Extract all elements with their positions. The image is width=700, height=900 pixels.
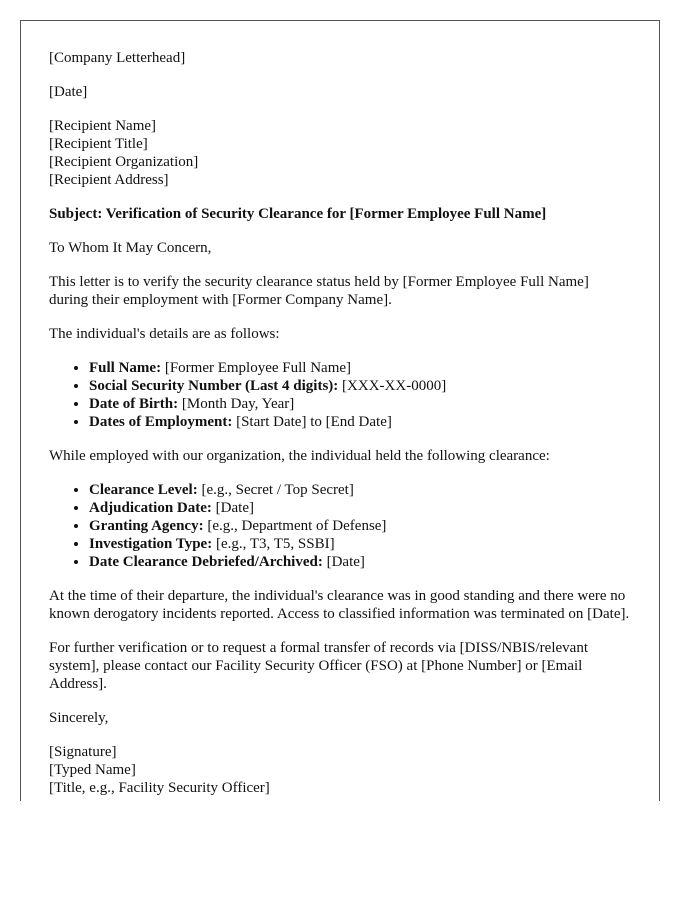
letter-date: [Date] [49,84,88,100]
clearance-label: Granting Agency: [89,518,204,534]
list-item [89,553,631,571]
clearance-value: [e.g., Department of Defense] [203,518,387,534]
detail-label: Date of Birth: [89,396,179,412]
list-item [89,517,631,535]
recipient-organization: [Recipient Organization] [49,154,199,170]
typed-name: [Typed Name] [49,762,136,778]
detail-value: [Month Day, Year] [178,396,295,412]
details-list [49,359,631,431]
clearance-label: Clearance Level: [89,482,198,498]
closing: Sincerely, [49,710,109,726]
list-item [89,499,631,517]
list-item [89,413,631,431]
clearance-list [49,481,631,571]
clearance-value: [Date] [322,554,365,570]
details-intro: The individual's details are as follows: [49,326,280,342]
signature: [Signature] [49,744,117,760]
recipient-block [49,117,631,189]
further-verification-paragraph: For further verification or to request a formal transfer of records via [DISS/NBIS/relevant system], please contact our Facility Security Officer (FSO) at [Phone Number] or [Email Address]. [49,640,588,692]
clearance-label: Date Clearance Debriefed/Archived: [89,554,323,570]
detail-label: Dates of Employment: [89,414,233,430]
signature-block [49,743,631,797]
salutation: To Whom It May Concern, [49,240,212,256]
list-item [89,535,631,553]
clearance-label: Adjudication Date: [89,500,212,516]
detail-label: Full Name: [89,360,162,376]
company-letterhead: [Company Letterhead] [49,50,186,66]
recipient-name: [Recipient Name] [49,118,157,134]
detail-value: [XXX-XX-0000] [338,378,447,394]
clearance-label: Investigation Type: [89,536,213,552]
recipient-address: [Recipient Address] [49,172,169,188]
subject-line: Subject: Verification of Security Clearance for [Former Employee Full Name] [49,206,547,222]
letter-page [20,20,660,801]
departure-paragraph: At the time of their departure, the individual's clearance was in good standing and there were no known derogatory incidents reported. Access to classified information was terminated on [Date]. [49,588,630,622]
list-item [89,359,631,377]
list-item [89,395,631,413]
clearance-value: [e.g., T3, T5, SSBI] [212,536,335,552]
detail-value: [Former Employee Full Name] [161,360,352,376]
clearance-value: [Date] [211,500,254,516]
recipient-title: [Recipient Title] [49,136,148,152]
detail-value: [Start Date] to [End Date] [232,414,392,430]
list-item [89,481,631,499]
clearance-value: [e.g., Secret / Top Secret] [197,482,354,498]
signer-title: [Title, e.g., Facility Security Officer] [49,780,270,796]
list-item [89,377,631,395]
detail-label: Social Security Number (Last 4 digits): [89,378,339,394]
clearance-intro: While employed with our organization, the individual held the following clearance: [49,448,550,464]
intro-paragraph: This letter is to verify the security clearance status held by [Former Employee Full Name] during their employment with [Former Company Name]. [49,274,589,308]
